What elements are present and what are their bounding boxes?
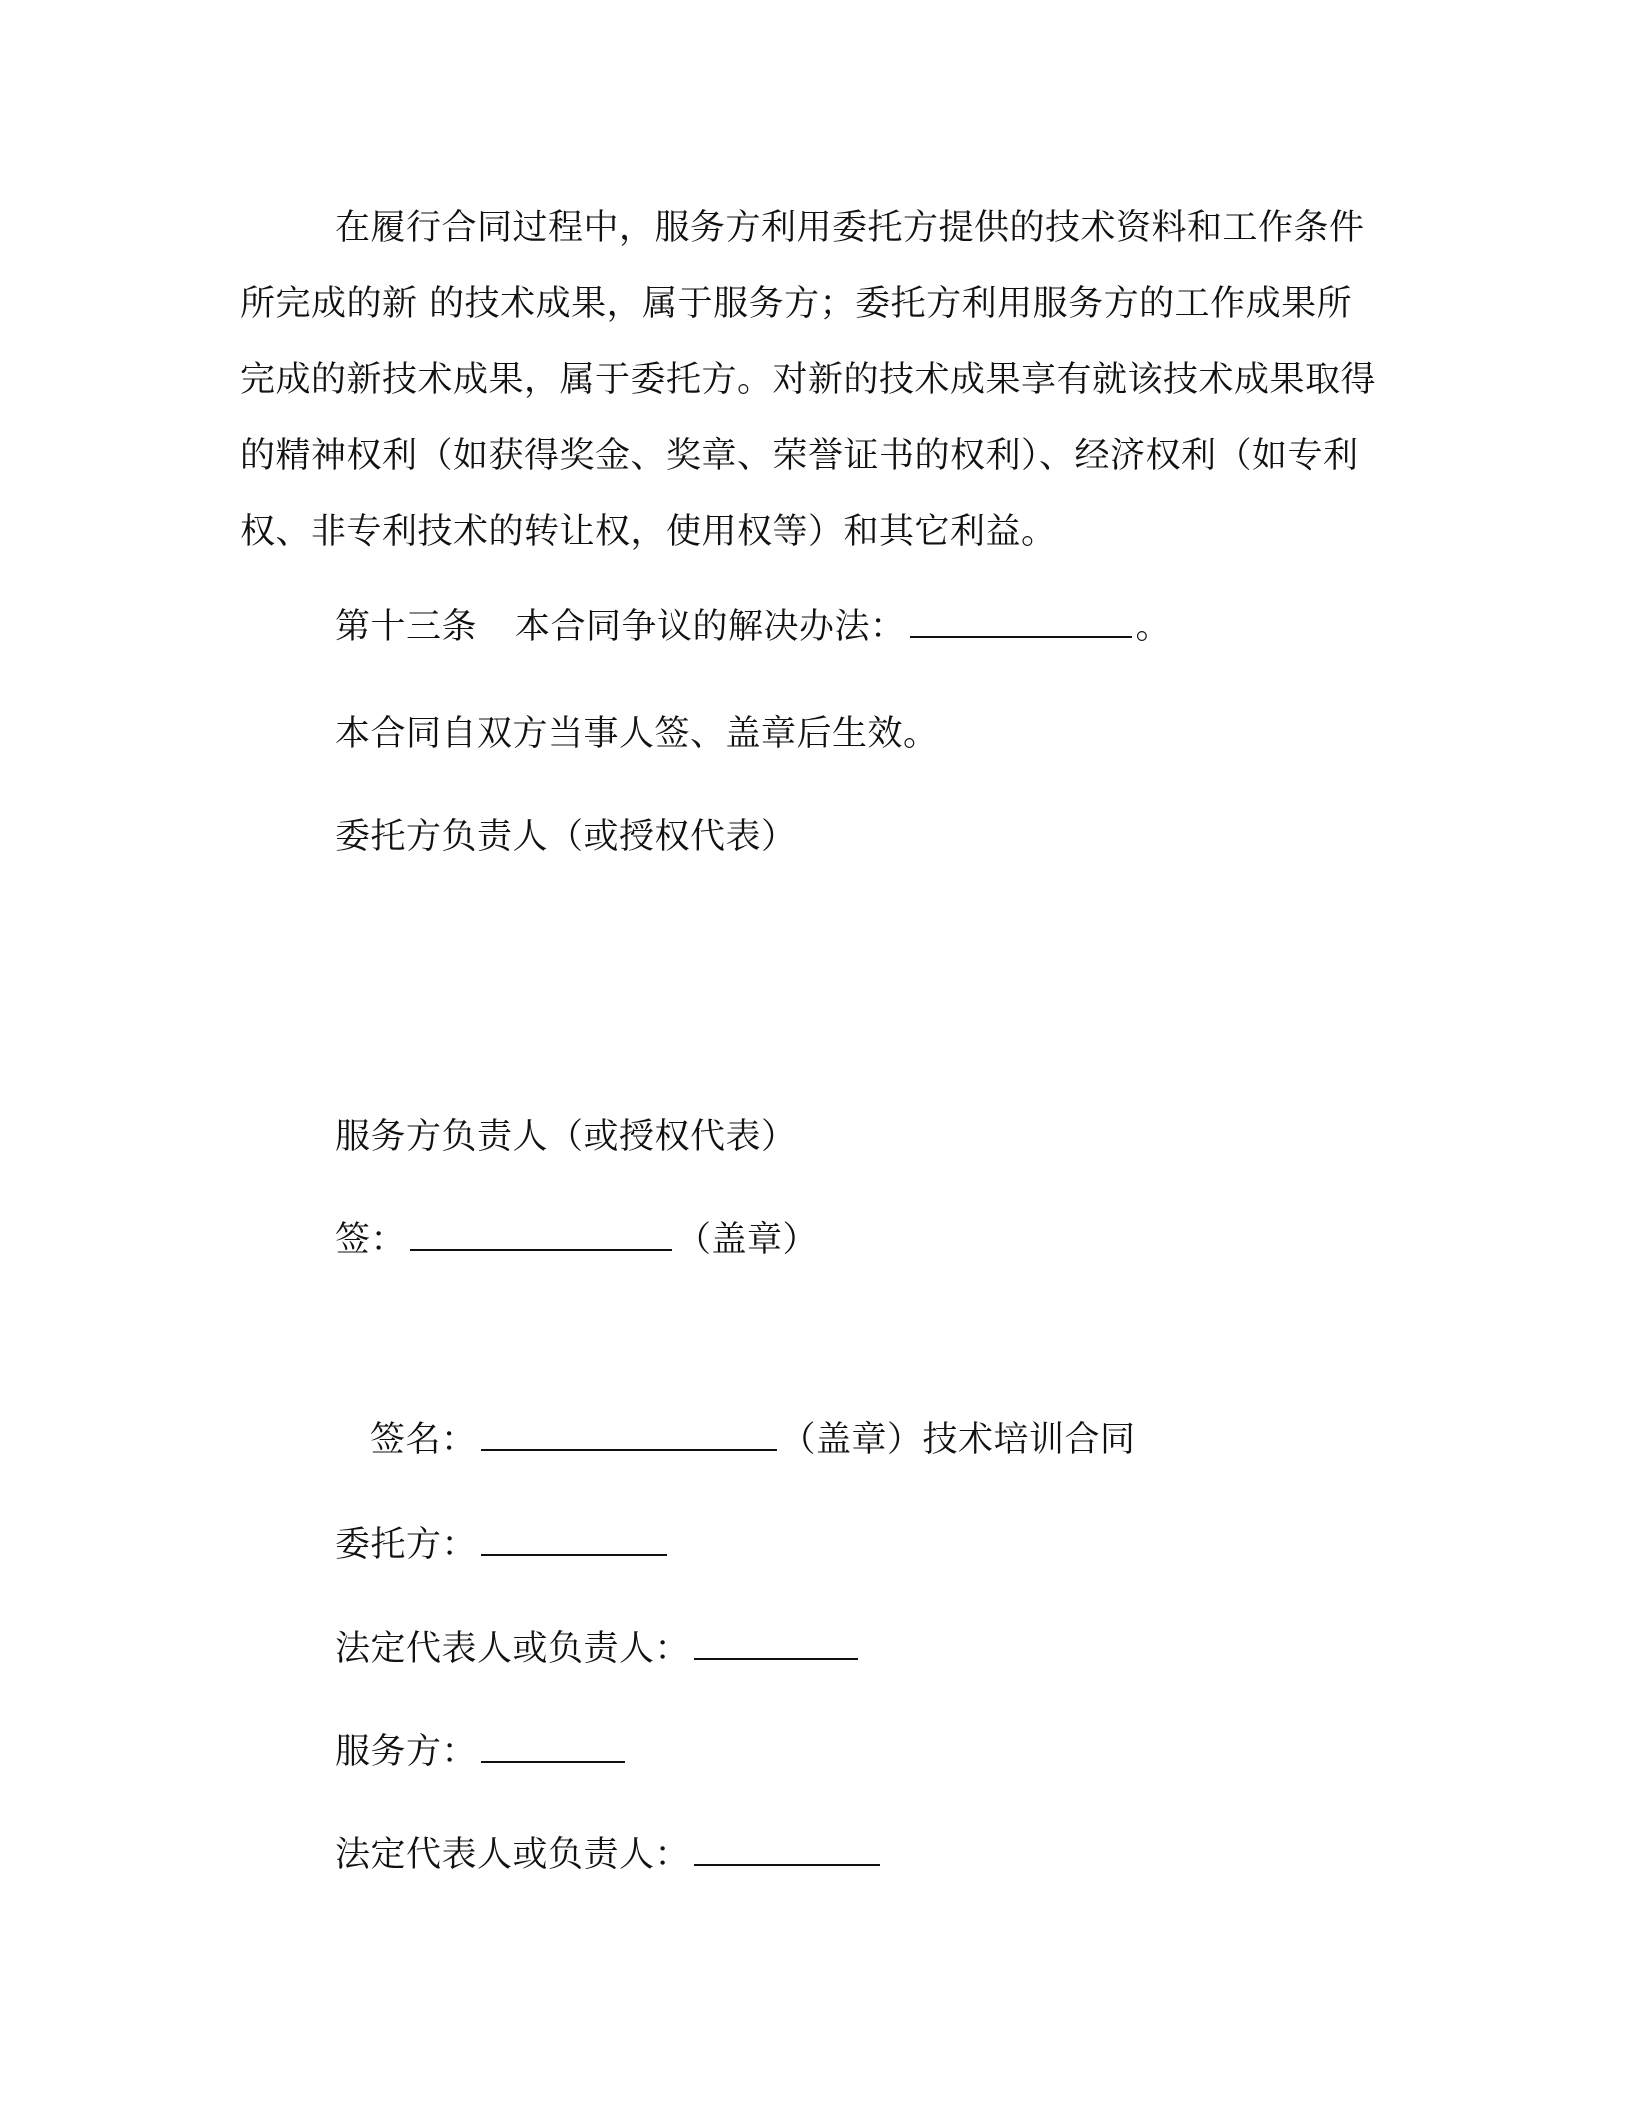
effective-clause: 本合同自双方当事人签、盖章后生效。 [335,714,939,754]
legal-representative-line-2 [335,1833,884,1877]
sign-label: 签： [335,1220,407,1260]
legal-representative-line-1 [335,1627,862,1671]
sign-blank[interactable] [410,1219,672,1251]
service-representative-label: 服务方负责人（或授权代表） [335,1117,797,1157]
service-line [335,1730,629,1774]
legal-representative-blank-2[interactable] [694,1834,880,1866]
article-13-end: 。 [1135,607,1172,647]
legal-representative-blank-1[interactable] [694,1628,858,1660]
article-13-line [335,605,1171,649]
dispute-resolution-blank[interactable] [910,606,1132,638]
article-13-label: 第十三条 [335,607,478,647]
signature-name-line [370,1418,1136,1462]
ownership-paragraph: 在履行合同过程中，服务方利用委托方提供的技术资料和工作条件所完成的新 的技术成果，属于服务方；委托方利用服务方的工作成果所完成的新技术成果，属于委托方。对新的技术成果享有就该技术成果取得的精神权利（如获得奖金、奖章、荣誉证书的权利）、经济权利（如专利权、非专利技术的转让权，使用权等）和其它利益。 [240,208,1377,552]
client-label: 委托方： [335,1525,478,1565]
client-blank[interactable] [481,1524,667,1556]
service-blank[interactable] [481,1731,625,1763]
signature-seal-label: （盖章）技术培训合同 [780,1420,1136,1460]
sign-line [335,1218,818,1262]
client-line [335,1523,671,1567]
sign-seal-label: （盖章） [676,1220,819,1260]
article-13-text: 本合同争议的解决办法： [515,607,906,647]
legal-representative-label-1: 法定代表人或负责人： [335,1629,691,1669]
service-label: 服务方： [335,1732,478,1772]
signature-name-label: 签名： [370,1420,477,1460]
client-representative-label: 委托方负责人（或授权代表） [335,817,797,857]
legal-representative-label-2: 法定代表人或负责人： [335,1835,691,1875]
signature-name-blank[interactable] [481,1419,777,1451]
